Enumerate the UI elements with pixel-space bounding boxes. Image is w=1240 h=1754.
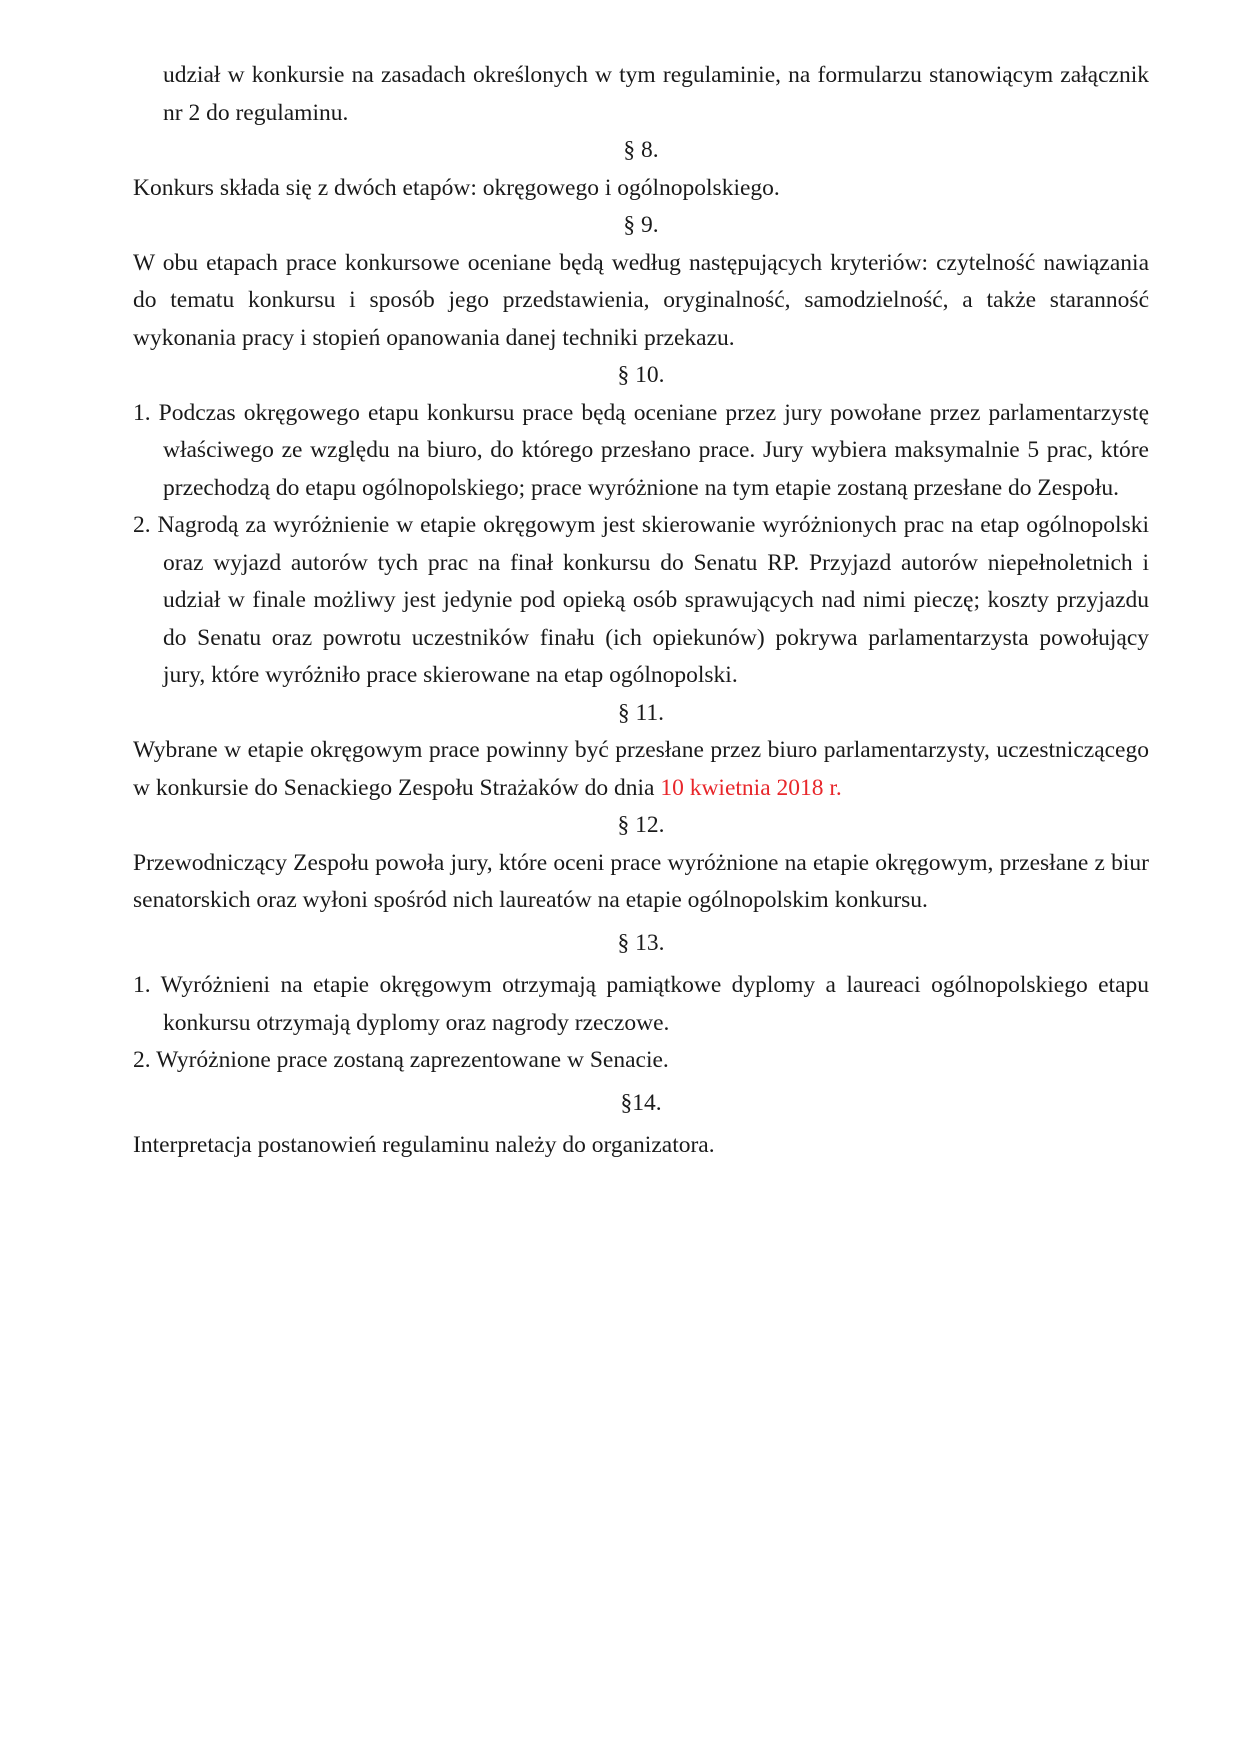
section-11-text <box>133 732 1149 807</box>
section-12-text: Przewodniczący Zespołu powoła jury, które oceni prace wyróżnione na etapie okręgowym, przesłane z biur senatorskich oraz wyłoni spośród nich laureatów na etapie ogólnopolskim konkursu. <box>133 849 1149 913</box>
section-11-heading: § 11. <box>617 699 665 726</box>
section-12-heading: § 12. <box>617 812 665 838</box>
section-13-item-1: 1. Wyróżnieni na etapie okręgowym otrzymają pamiątkowe dyplomy a laureaci ogólnopolskiego etapu konkursu otrzymają dyplomy oraz nagrody rzeczowe. <box>133 972 1149 1036</box>
section-9-heading: § 9. <box>623 212 659 238</box>
section-10-heading: § 10. <box>617 362 665 388</box>
section-14-heading: §14. <box>620 1089 662 1116</box>
section-13-heading: § 13. <box>617 929 665 956</box>
section-8-heading: § 8. <box>623 137 659 163</box>
section-11-text-main: Wybrane w etapie okręgowym prace powinny być przesłane przez biuro parlamentarzysty, uczestniczącego w konkursie do Senackiego Zespołu Strażaków do dnia <box>133 737 1149 801</box>
section-11-deadline: 10 kwietnia 2018 r. <box>660 774 842 801</box>
section-8-text: Konkurs składa się z dwóch etapów: okręgowego i ogólnopolskiego. <box>133 174 780 201</box>
section-14-text: Interpretacja postanowień regulaminu należy do organizatora. <box>133 1132 715 1158</box>
intro-continuation-paragraph: udział w konkursie na zasadach określonych w tym regulaminie, na formularzu stanowiącym załącznik nr 2 do regulaminu. <box>163 62 1149 126</box>
section-9-text: W obu etapach prace konkursowe oceniane będą według następujących kryteriów: czytelność nawiązania do tematu konkursu i sposób jego przedstawienia, oryginalność, samodzielność, a także staranność wykonania pracy i stopień opanowania danej techniki przekazu. <box>133 249 1149 351</box>
section-13-item-2: 2. Wyróżnione prace zostaną zaprezentowane w Senacie. <box>133 1047 669 1073</box>
section-10-item-2: 2. Nagrodą za wyróżnienie w etapie okręgowym jest skierowanie wyróżnionych prac na etap ogólnopolski oraz wyjazd autorów tych prac na finał konkursu do Senatu RP. Przyjazd autorów niepełnoletnich i udział w finale możliwy jest jedynie pod opieką osób sprawujących nad nimi pieczę; koszty przyjazdu do Senatu oraz powrotu uczestników finału (ich opiekunów) pokrywa parlamentarzysta powołujący jury, które wyróżniło prace skierowane na etap ogólnopolski. <box>133 512 1149 688</box>
regulation-body <box>133 57 1149 1165</box>
section-10-item-1: 1. Podczas okręgowego etapu konkursu prace będą oceniane przez jury powołane przez parlamentarzystę właściwego ze względu na biuro, do którego przesłano prace. Jury wybiera maksymalnie 5 prac, które przechodzą do etapu ogólnopolskiego; prace wyróżnione na tym etapie zostaną przesłane do Zespołu. <box>133 399 1149 501</box>
